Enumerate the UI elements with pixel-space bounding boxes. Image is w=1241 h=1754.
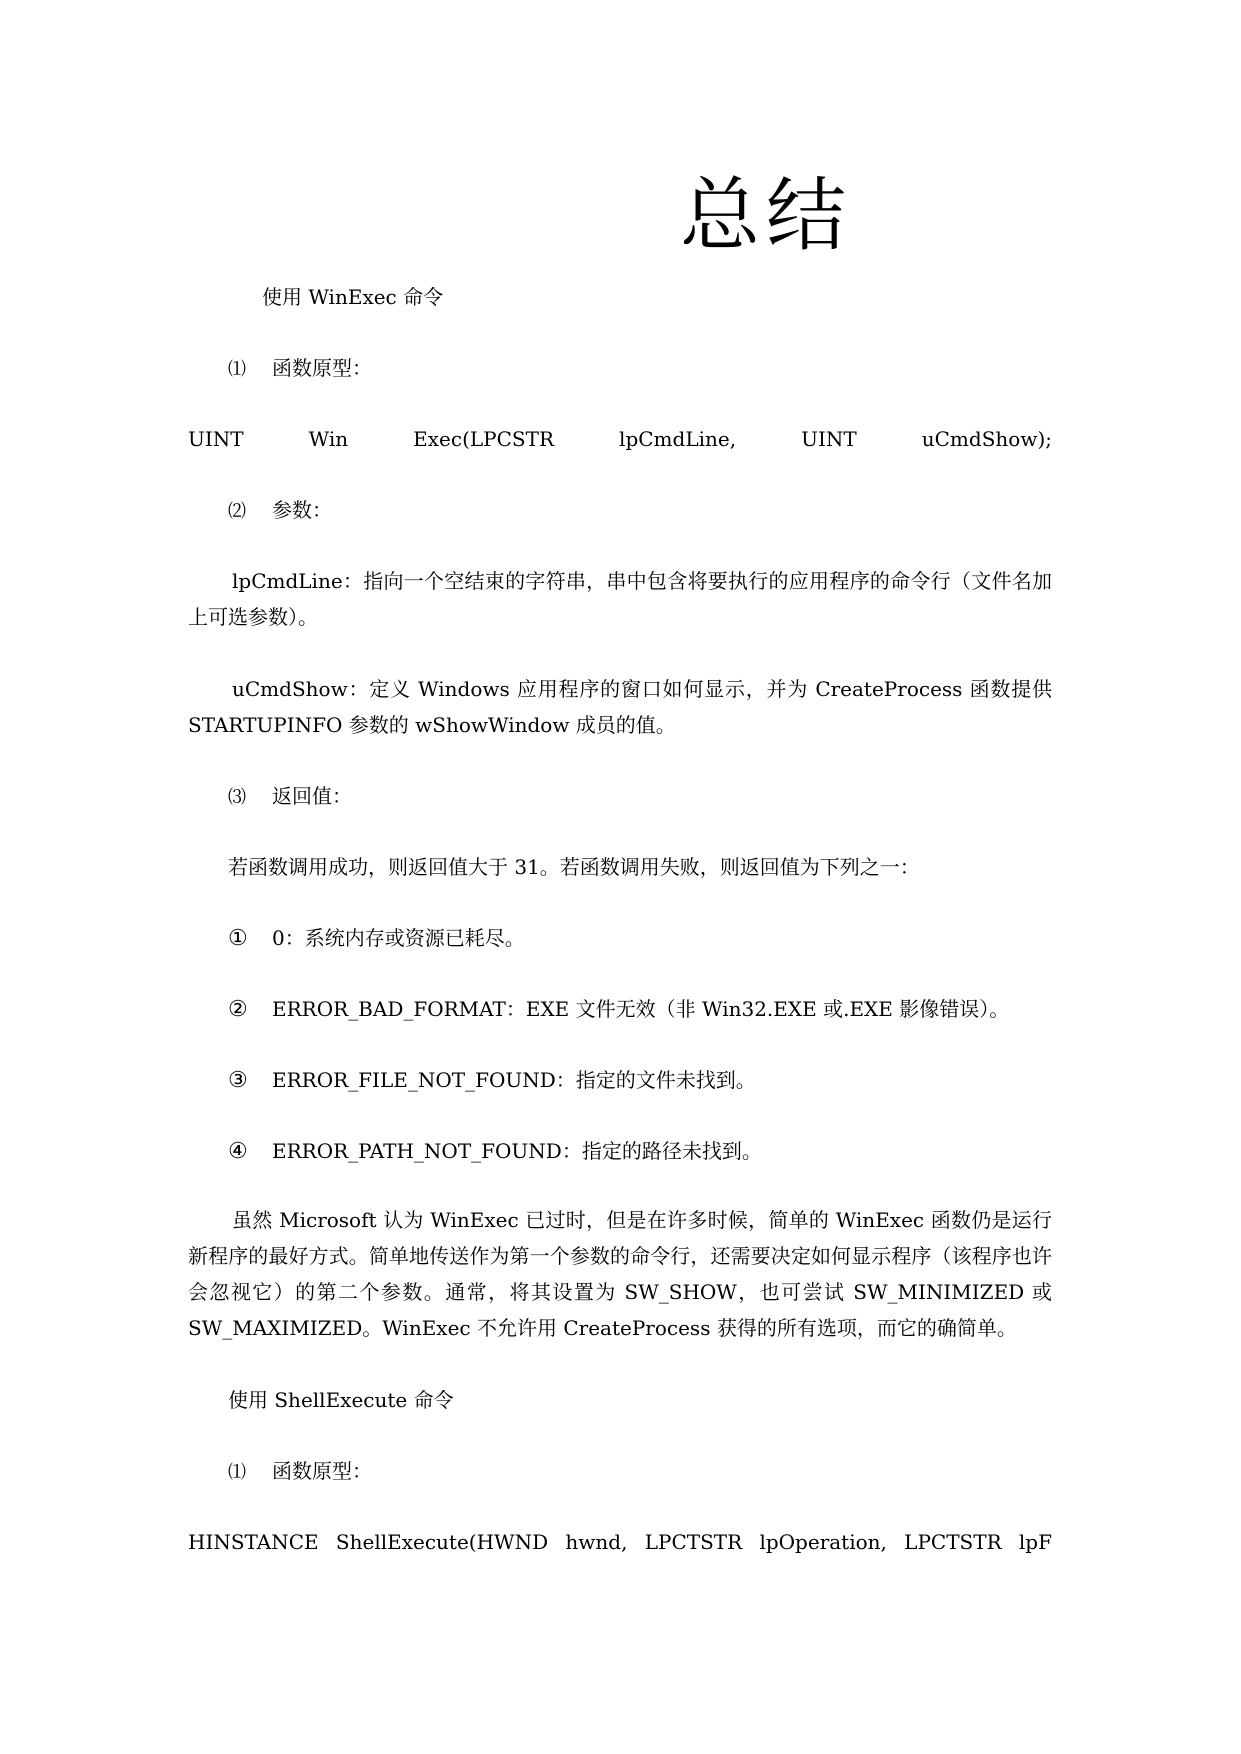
winexec-prototype bbox=[188, 425, 1052, 453]
code-token: lpF bbox=[1018, 1530, 1052, 1554]
page-title: 总结 bbox=[680, 169, 852, 262]
error-marker: ① bbox=[228, 926, 248, 951]
params-label-text: 参数： bbox=[272, 498, 332, 522]
param-lpcmdline: lpCmdLine：指向一个空结束的字符串，串中包含将要执行的应用程序的命令行（文件名加上可选参数）。 bbox=[188, 569, 1052, 629]
code-token: UINT bbox=[801, 427, 857, 451]
prototype-label-text: 函数原型： bbox=[272, 356, 372, 380]
list-number: ⑵ bbox=[228, 501, 246, 522]
list-number: ⑶ bbox=[228, 787, 246, 808]
error-item bbox=[228, 1066, 756, 1095]
code-token: ShellExecute(HWND bbox=[335, 1530, 549, 1554]
winexec-heading: 使用 WinExec 命令 bbox=[262, 285, 444, 309]
summary-paragraph: 虽然 Microsoft 认为 WinExec 已过时，但是在许多时候，简单的 WinExec 函数仍是运行新程序的最好方式。简单地传送作为第一个参数的命令行，还需要决定如何显示程序（该程序也许会忽视它）的第二个参数。通常，将其设置为 SW_SHOW，也可尝试 SW_MINIMIZED 或 SW_MAXIMIZED。WinExec 不允许用 CreateProcess 获得的所有选项，而它的确简单。 bbox=[188, 1208, 1052, 1340]
param-ucmdshow: uCmdShow：定义 Windows 应用程序的窗口如何显示，并为 CreateProcess 函数提供 STARTUPINFO 参数的 wShowWindow 成员的值。 bbox=[188, 677, 1052, 737]
error-text: ERROR_PATH_NOT_FOUND：指定的路径未找到。 bbox=[272, 1139, 762, 1163]
prototype-label bbox=[228, 354, 372, 384]
shellexecute-heading: 使用 ShellExecute 命令 bbox=[228, 1388, 454, 1412]
return-label bbox=[228, 782, 352, 812]
error-item bbox=[228, 924, 525, 953]
list-number: ⑴ bbox=[228, 359, 246, 380]
code-token: HINSTANCE bbox=[188, 1530, 319, 1554]
error-marker: ③ bbox=[228, 1068, 248, 1093]
shellexecute-prototype bbox=[188, 1528, 1052, 1556]
code-token: Exec(LPCSTR bbox=[413, 427, 555, 451]
prototype-label bbox=[228, 1457, 372, 1487]
error-marker: ② bbox=[228, 997, 248, 1022]
code-token: LPCTSTR bbox=[904, 1530, 1002, 1554]
return-label-text: 返回值： bbox=[272, 784, 352, 808]
code-token: LPCTSTR bbox=[644, 1530, 743, 1554]
error-text: 0：系统内存或资源已耗尽。 bbox=[272, 926, 525, 950]
prototype-label-text: 函数原型： bbox=[272, 1459, 372, 1483]
error-text: ERROR_FILE_NOT_FOUND：指定的文件未找到。 bbox=[272, 1068, 756, 1092]
code-token: UINT bbox=[188, 427, 244, 451]
code-token: lpCmdLine, bbox=[619, 427, 737, 451]
error-item bbox=[228, 995, 1009, 1024]
error-marker: ④ bbox=[228, 1139, 248, 1164]
params-label bbox=[228, 496, 332, 526]
return-description: 若函数调用成功，则返回值大于 31。若函数调用失败，则返回值为下列之一： bbox=[228, 855, 920, 879]
error-item bbox=[228, 1137, 762, 1166]
code-token: Win bbox=[308, 427, 349, 451]
code-token: lpOperation, bbox=[759, 1530, 887, 1554]
code-token: hwnd, bbox=[565, 1530, 628, 1554]
code-token: uCmdShow); bbox=[921, 427, 1052, 451]
error-text: ERROR_BAD_FORMAT：EXE 文件无效（非 Win32.EXE 或.EXE 影像错误）。 bbox=[272, 997, 1010, 1021]
list-number: ⑴ bbox=[228, 1462, 246, 1483]
